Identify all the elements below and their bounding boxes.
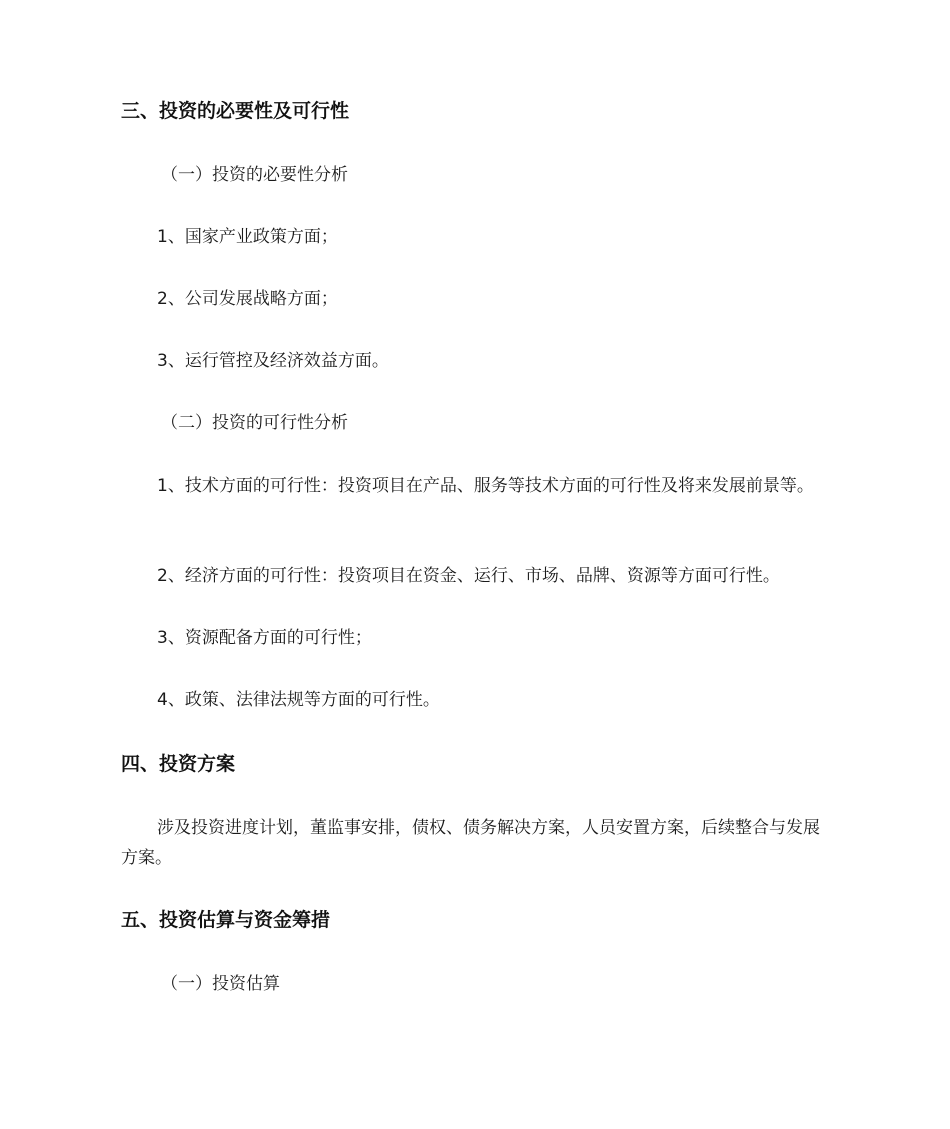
paragraph: 涉及投资进度计划，董监事安排，债权、债务解决方案，人员安置方案，后续整合与发展方案。 (121, 818, 820, 868)
section-heading-3: 三、投资的必要性及可行性 (121, 100, 350, 122)
list-item: 1、国家产业政策方面； (157, 227, 338, 247)
list-item: 2、经济方面的可行性：投资项目在资金、运行、市场、品牌、资源等方面可行性。 (157, 566, 780, 586)
list-item: 1、技术方面的可行性：投资项目在产品、服务等技术方面的可行性及将来发展前景等。 (157, 476, 814, 496)
list-item: 3、资源配备方面的可行性； (157, 628, 372, 648)
subheading-necessity: （一）投资的必要性分析 (161, 165, 348, 185)
subheading-feasibility: （二）投资的可行性分析 (161, 413, 348, 433)
list-item: 2、公司发展战略方面； (157, 289, 338, 309)
list-item: 4、政策、法律法规等方面的可行性。 (157, 690, 440, 710)
section-heading-4: 四、投资方案 (121, 753, 236, 775)
subheading-estimate: （一）投资估算 (161, 974, 280, 994)
list-item: 3、运行管控及经济效益方面。 (157, 351, 389, 371)
section-heading-5: 五、投资估算与资金筹措 (121, 909, 331, 931)
